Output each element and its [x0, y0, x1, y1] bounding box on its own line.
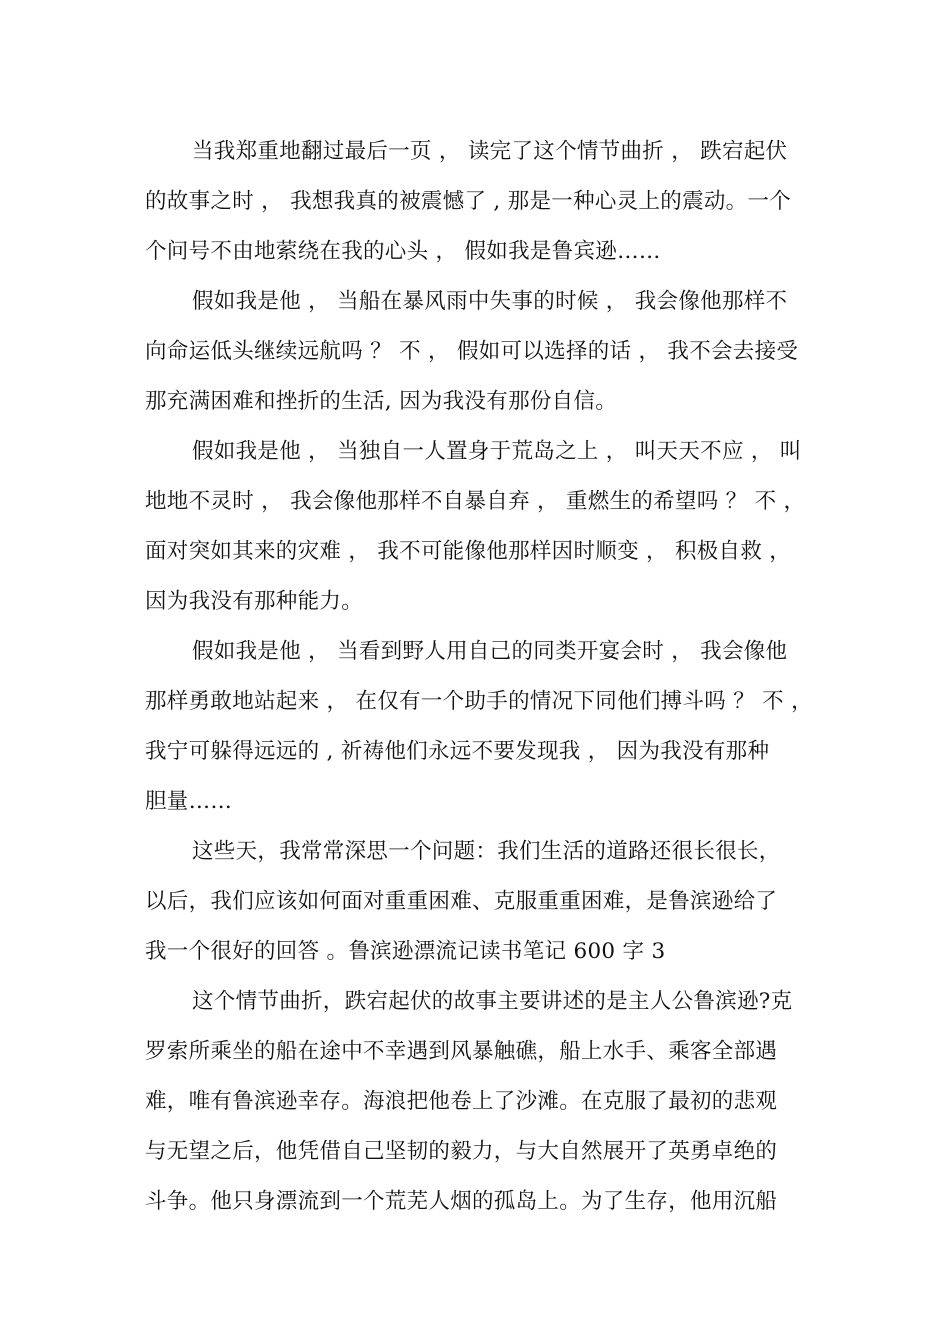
text-line: 面对突如其来的灾难 ， 我不可能像他那样因时顺变 ， 积极自救 ，	[145, 539, 792, 564]
text-line: 因为我没有那种能力。	[145, 589, 364, 614]
text-line: 胆量……	[145, 789, 233, 814]
text-line: 罗索所乘坐的船在途中不幸遇到风暴触礁，船上水手、乘客全部遇	[145, 1039, 778, 1064]
text-line: 假如我是他 ， 当船在暴风雨中失事的时候 ， 我会像他那样不	[192, 289, 788, 314]
text-line: 假如我是他 ， 当独自一人置身于荒岛之上 ， 叫天天不应 ， 叫	[192, 439, 802, 464]
text-line: 向命运低头继续远航吗 ？ 不 ， 假如可以选择的话 ， 我不会去接受	[145, 339, 799, 364]
text-line: 我一个很好的回答 。鲁滨逊漂流记读书笔记 600 字 3	[145, 939, 666, 964]
text-line: 这个情节曲折，跌宕起伏的故事主要讲述的是主人公鲁滨逊?克	[192, 989, 793, 1014]
text-line: 与无望之后，他凭借自己坚韧的毅力，与大自然展开了英勇卓绝的	[145, 1139, 778, 1164]
text-line: 以后，我们应该如何面对重重困难、克服重重困难，是鲁滨逊给了	[145, 889, 778, 914]
text-line: 那样勇敢地站起来 ， 在仅有一个助手的情况下同他们搏斗吗 ？ 不 ，	[145, 689, 813, 714]
text-line: 地地不灵时 ， 我会像他那样不自暴自弃 ， 重燃生的希望吗 ？ 不 ，	[145, 489, 806, 514]
text-line: 这些天，我常常深思一个问题：我们生活的道路还很长很长，	[192, 839, 781, 864]
text-line: 那充满困难和挫折的生活, 因为我没有那份自信。	[145, 389, 618, 414]
text-line: 斗争。他只身漂流到一个荒芜人烟的孤岛上。为了生存，他用沉船	[145, 1189, 778, 1214]
text-line: 我宁可躲得远远的 , 祈祷他们永远不要发现我 ， 因为我没有那种	[145, 739, 770, 764]
text-line: 的故事之时 ， 我想我真的被震憾了 , 那是一种心灵上的震动。一个	[145, 189, 792, 214]
text-line: 当我郑重地翻过最后一页 ， 读完了这个情节曲折 ， 跌宕起伏	[192, 139, 788, 164]
text-line: 难，唯有鲁滨逊幸存。海浪把他卷上了沙滩。在克服了最初的悲观	[145, 1089, 778, 1114]
text-line: 个问号不由地萦绕在我的心头 ， 假如我是鲁宾逊……	[145, 239, 661, 264]
text-line: 假如我是他 ， 当看到野人用自己的同类开宴会时 ， 我会像他	[192, 639, 788, 664]
